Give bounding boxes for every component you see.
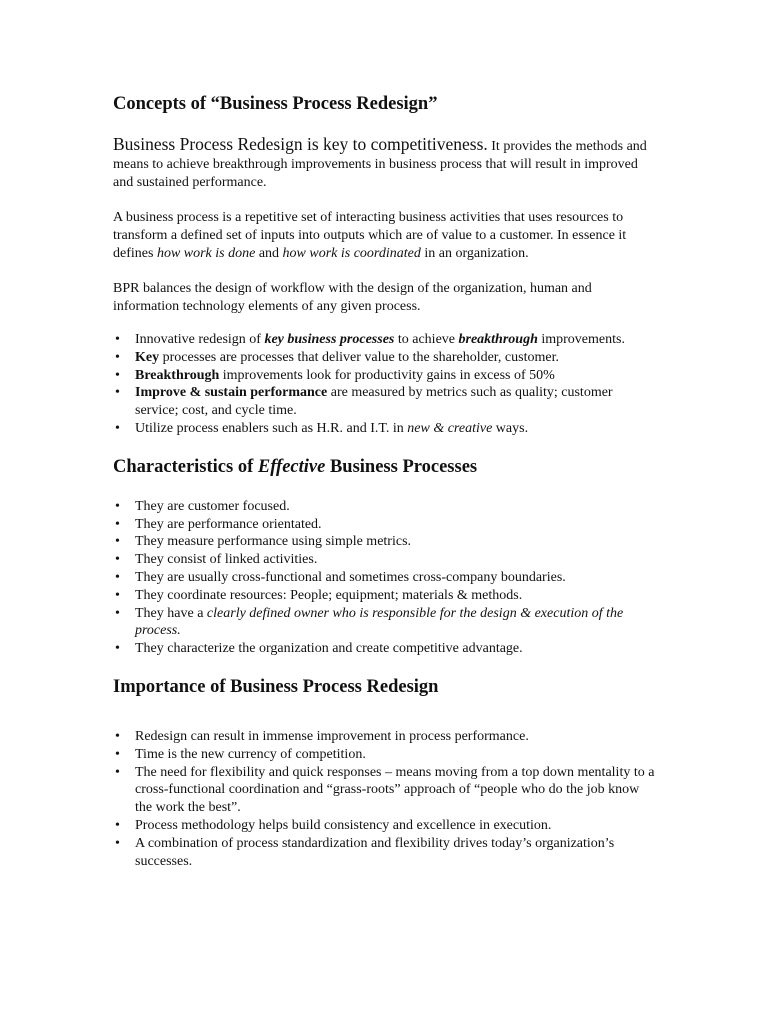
- list-item: • They measure performance using simple metrics.: [113, 533, 658, 551]
- item-emphasis: clearly defined owner who is responsible for the design & execution of the process.: [135, 605, 624, 639]
- definition-text-3: in an organization.: [420, 246, 529, 261]
- section-heading-importance: Importance of Business Process Redesign: [113, 676, 439, 697]
- item-text: improvements.: [537, 332, 625, 347]
- item-bold: Key: [135, 349, 160, 365]
- bpr-paragraph: BPR balances the design of workflow with the design of the organization, human and information technology elements of any given process.: [113, 281, 592, 314]
- concept-bullet-list: [113, 331, 658, 438]
- item-text: improvements look for productivity gains in excess of 50%: [219, 367, 555, 383]
- importance-bullet-list: [113, 728, 658, 870]
- section-heading-characteristics: [113, 455, 658, 479]
- list-item: • They are performance orientated.: [113, 516, 658, 534]
- list-item: • They are usually cross-functional and sometimes cross-company boundaries.: [113, 569, 658, 587]
- list-item: • The need for flexibility and quick responses – means moving from a top down mentality to a cross-functional coordination and “grass-roots” approach of “people who do the job know the work the best”.: [113, 764, 658, 817]
- intro-lead-sentence: Business Process Redesign is key to competitiveness.: [113, 134, 488, 154]
- characteristics-bullet-list: [113, 498, 658, 658]
- list-item: • They are customer focused.: [113, 498, 658, 516]
- definition-emphasis-2: how work is coordinated: [282, 246, 421, 261]
- item-emphasis: breakthrough: [458, 332, 538, 347]
- heading-text: Characteristics of: [113, 456, 258, 477]
- list-item: [113, 384, 658, 420]
- item-text: Innovative redesign of: [135, 332, 265, 347]
- item-emphasis: new & creative: [407, 420, 493, 436]
- item-text: processes are processes that deliver value to the shareholder, customer.: [159, 349, 559, 365]
- list-item: • They consist of linked activities.: [113, 551, 658, 569]
- list-item: • A combination of process standardization and flexibility drives today’s organization’s successes.: [113, 835, 658, 871]
- intro-paragraph: [113, 135, 658, 192]
- definition-text-2: and: [255, 246, 283, 261]
- list-item: • Process methodology helps build consistency and excellence in execution.: [113, 817, 658, 835]
- definition-emphasis-1: how work is done: [156, 246, 256, 261]
- list-item: • Time is the new currency of competition.: [113, 746, 658, 764]
- heading-emphasis: Effective: [257, 456, 326, 477]
- heading-text: Business Processes: [325, 456, 478, 477]
- intro-rest: It provides the methods and means to achieve breakthrough improvements in business process that will result in improved and sustained performance.: [113, 139, 647, 190]
- item-text: are measured by metrics such as quality; customer service; cost, and cycle time.: [135, 385, 613, 419]
- definition-paragraph: [113, 209, 658, 263]
- list-item: • They coordinate resources: People; equipment; materials & methods.: [113, 587, 658, 605]
- page-title: Concepts of “Business Process Redesign”: [113, 94, 438, 114]
- list-item: [113, 367, 658, 385]
- list-item: [113, 605, 658, 641]
- item-emphasis: key business processes: [264, 332, 395, 347]
- list-item: • They characterize the organization and create competitive advantage.: [113, 640, 658, 658]
- list-item: [113, 331, 658, 349]
- list-item: • Redesign can result in immense improvement in process performance.: [113, 728, 658, 746]
- item-bold: Breakthrough: [135, 367, 220, 383]
- list-item: [113, 349, 658, 367]
- item-text: Utilize process enablers such as H.R. and I.T. in: [135, 420, 408, 436]
- definition-text-1: A business process is a repetitive set of interacting business activities that uses resources to transform a defined set of inputs into outputs which are of value to a customer. In essence it defines: [113, 210, 627, 261]
- item-bold: Improve & sustain performance: [135, 385, 328, 401]
- list-item: [113, 420, 658, 438]
- item-text: to achieve: [394, 332, 459, 347]
- item-text: ways.: [492, 420, 529, 436]
- item-text: They have a: [135, 605, 207, 621]
